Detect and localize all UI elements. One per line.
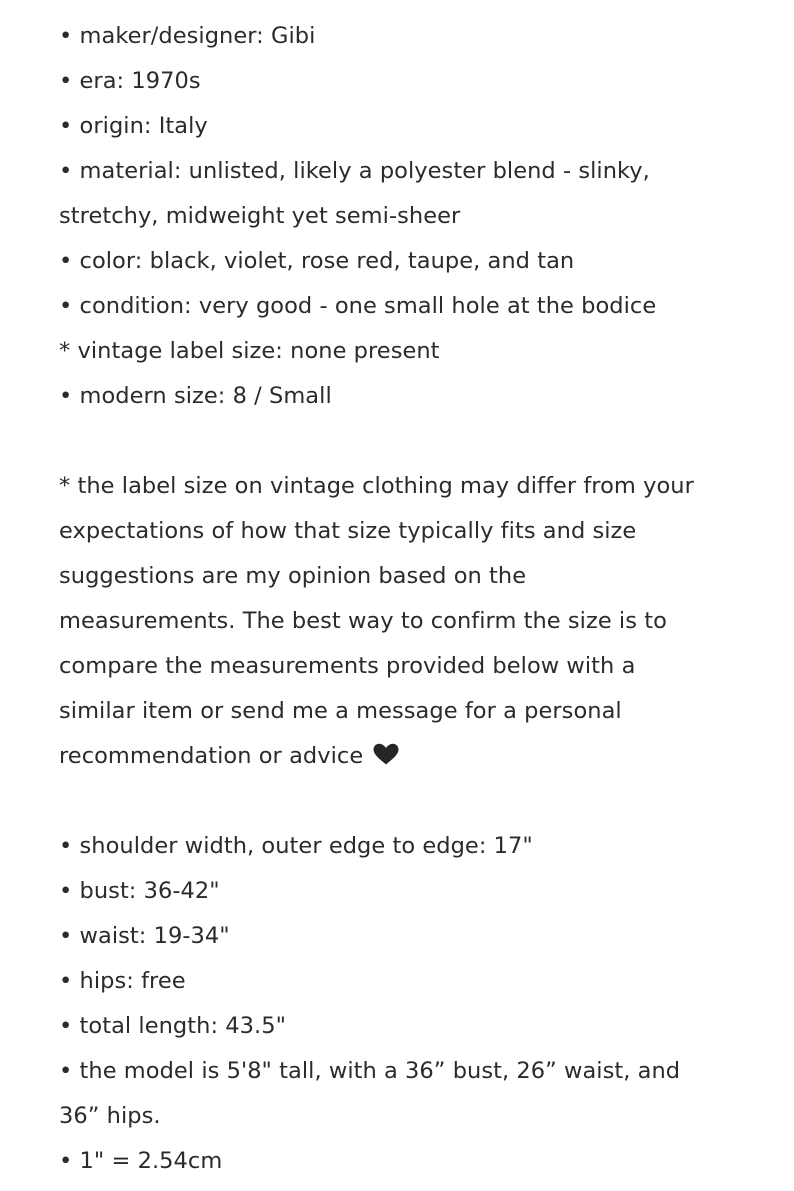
spec-line: • era: 1970s xyxy=(59,68,201,94)
note-line: compare the measurements provided below with a xyxy=(59,653,636,679)
spec-line: • condition: very good - one small hole at the bodice xyxy=(59,293,657,319)
spec-line: • modern size: 8 / Small xyxy=(59,383,332,409)
black-heart-icon xyxy=(371,737,401,782)
spec-line: • color: black, violet, rose red, taupe, and tan xyxy=(59,248,575,274)
note-line: similar item or send me a message for a personal xyxy=(59,698,622,724)
measurement-line: • bust: 36-42" xyxy=(59,878,220,904)
size-note xyxy=(59,464,759,779)
note-line: * the label size on vintage clothing may differ from your xyxy=(59,473,694,499)
listing-description xyxy=(59,14,759,1184)
spec-line: • origin: Italy xyxy=(59,113,208,139)
spec-line: • material: unlisted, likely a polyester blend - slinky, xyxy=(59,158,650,184)
spec-line: stretchy, midweight yet semi-sheer xyxy=(59,203,461,229)
measurement-line: • hips: free xyxy=(59,968,186,994)
paragraph-spacer xyxy=(59,419,759,464)
spec-line: * vintage label size: none present xyxy=(59,338,440,364)
measurement-line: • total length: 43.5" xyxy=(59,1013,286,1039)
measurement-line: • waist: 19-34" xyxy=(59,923,230,949)
note-last-line xyxy=(59,734,759,779)
measurements-list xyxy=(59,824,759,1184)
measurement-line: 36” hips. xyxy=(59,1103,161,1129)
measurement-line: • 1" = 2.54cm xyxy=(59,1148,223,1174)
specs-list xyxy=(59,14,759,419)
spec-line: • maker/designer: Gibi xyxy=(59,23,316,49)
note-line: measurements. The best way to confirm the size is to xyxy=(59,608,667,634)
measurement-line: • the model is 5'8" tall, with a 36” bust, 26” waist, and xyxy=(59,1058,681,1084)
note-line: recommendation or advice xyxy=(59,743,364,769)
measurement-line: • shoulder width, outer edge to edge: 17" xyxy=(59,833,533,859)
note-line: expectations of how that size typically fits and size xyxy=(59,518,637,544)
paragraph-spacer xyxy=(59,779,759,824)
note-line: suggestions are my opinion based on the xyxy=(59,563,527,589)
